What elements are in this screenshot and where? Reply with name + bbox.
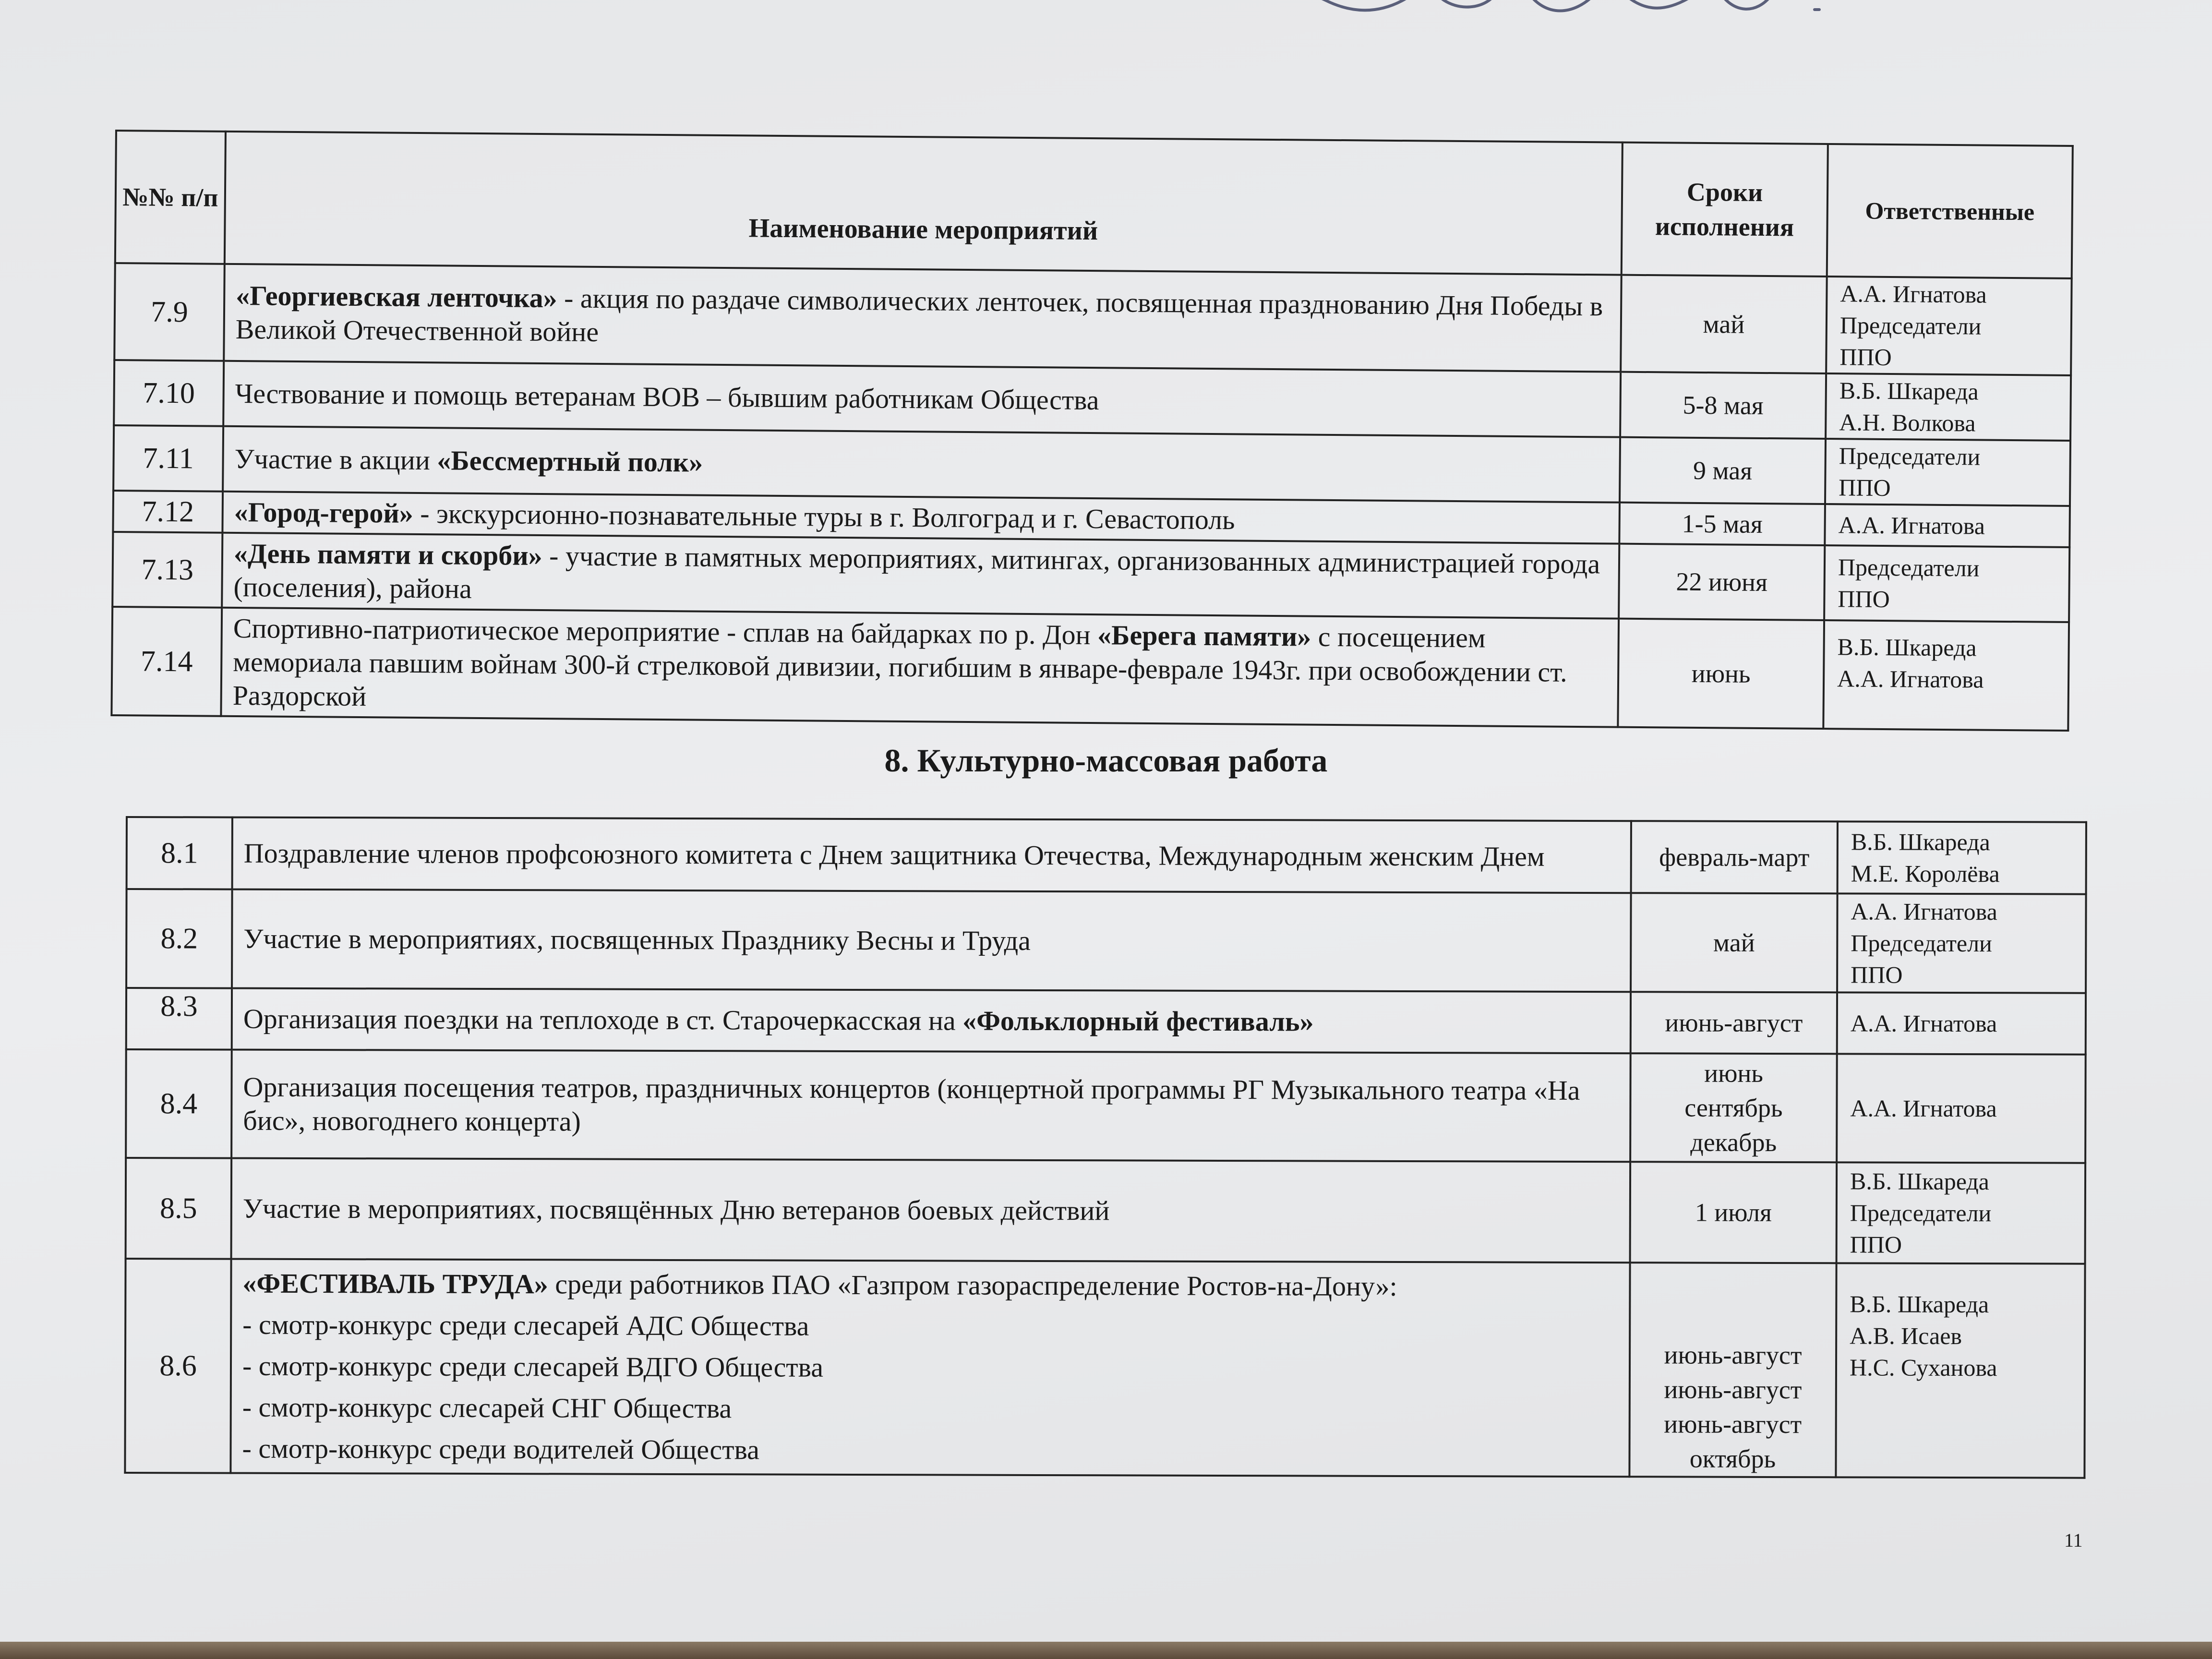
table-row <box>127 817 2086 894</box>
list-item: - смотр-конкурс среди слесарей АДС Общества <box>242 1309 809 1342</box>
resp-line: Председатели <box>1850 1199 1992 1227</box>
row-resp <box>1826 276 2072 375</box>
table-row <box>126 988 2086 1055</box>
table-row <box>126 1049 2086 1163</box>
row-term <box>1631 893 1838 992</box>
row-num: 8.1 <box>127 817 232 890</box>
term-line: июнь-август <box>1665 1008 1803 1038</box>
table-header-row <box>115 131 2073 278</box>
resp-line: ППО <box>1851 961 1903 988</box>
table-row <box>114 263 2071 375</box>
row-resp <box>1837 893 2086 993</box>
resp-line: А.В. Исаев <box>1850 1322 1962 1350</box>
row-resp <box>1824 545 2069 622</box>
row-resp <box>1826 373 2071 441</box>
term-line: февраль-март <box>1659 842 1810 872</box>
row-term: май <box>1621 275 1827 373</box>
list-item: - смотр-конкурс среди водителей Общества <box>242 1432 760 1466</box>
row-num: 8.5 <box>126 1158 232 1259</box>
header-name: Наименование мероприятий <box>225 132 1623 275</box>
section-title: 8. Культурно-массовая работа <box>884 742 1328 779</box>
row-term <box>1630 1053 1837 1162</box>
resp-line: В.Б. Шкареда <box>1851 828 1990 856</box>
row-name <box>223 426 1620 503</box>
resp-line: А.А. Игнатова <box>1850 1094 1997 1122</box>
row-name <box>221 608 1619 727</box>
resp-line: А.Н. Волкова <box>1839 409 1976 437</box>
row-term <box>1631 821 1838 893</box>
resp-line: ППО <box>1839 474 1891 502</box>
row-resp <box>1823 620 2069 731</box>
resp-line: А.А. Игнатова <box>1850 1010 1997 1037</box>
row-num: 7.9 <box>114 263 225 361</box>
row-name <box>232 988 1631 1054</box>
row-term <box>1630 1162 1837 1263</box>
resp-line: Председатели <box>1838 553 1980 582</box>
desk-edge <box>0 1642 2212 1659</box>
list-item: - смотр-конкурс слесарей СНГ Общества <box>242 1391 732 1424</box>
table-row <box>126 889 2086 993</box>
row-term: 22 июня <box>1619 544 1825 620</box>
term-line: июнь-август <box>1664 1409 1802 1439</box>
row-resp <box>1837 1162 2086 1263</box>
row-name-bold: «Фольклорный фестиваль» <box>962 1005 1314 1037</box>
row-resp <box>1838 821 2086 894</box>
row-num: 7.12 <box>113 491 223 533</box>
row-resp <box>1836 1263 2085 1478</box>
row-num: 8.3 <box>126 988 232 1050</box>
resp-line: А.А. Игнатова <box>1840 280 1987 308</box>
row-name-text: - акция по раздаче символических ленточек, посвященная празднованию Дня Победы в Великой Отечественной войне <box>235 282 1603 348</box>
section-7-table <box>110 130 2073 732</box>
row-name: Участие в мероприятиях, посвящённых Дню ветеранов боевых действий <box>231 1158 1631 1263</box>
section-8-table <box>124 816 2087 1479</box>
row-name-bold: «Город-герой» <box>234 496 414 529</box>
row-name-bold: «ФЕСТИВАЛЬ ТРУДА» <box>242 1267 548 1300</box>
row-name-text: среди работников ПАО «Газпром газораспределение Ростов-на-Дону»: <box>548 1268 1397 1302</box>
row-name-text: Участие в акции <box>234 443 437 476</box>
table-row <box>125 1259 2085 1478</box>
row-name <box>230 1259 1630 1477</box>
resp-line: Председатели <box>1851 929 1992 957</box>
table-8 <box>124 816 2087 1479</box>
table-7 <box>110 130 2073 732</box>
list-item: - смотр-конкурс среди слесарей ВДГО Общества <box>242 1350 824 1383</box>
term-line: июнь-август <box>1664 1340 1802 1370</box>
row-term: 9 мая <box>1620 437 1826 504</box>
row-name-bold: «День памяти и скорби» <box>233 537 542 572</box>
term-line: июнь-август <box>1664 1375 1802 1405</box>
resp-line: А.А. Игнатова <box>1837 665 1984 693</box>
row-name-text: - экскурсионно-познавательные туры в г. Волгоград и г. Севастополь <box>413 497 1235 536</box>
table-row <box>112 532 2069 622</box>
term-line: май <box>1713 928 1755 957</box>
table-row <box>126 1158 2086 1264</box>
resp-line: Председатели <box>1839 442 1981 470</box>
resp-line: ППО <box>1838 585 1890 613</box>
resp-line: В.Б. Шкареда <box>1850 1290 1989 1318</box>
row-name-bold: «Берега памяти» <box>1097 619 1311 652</box>
row-num: 8.4 <box>126 1049 232 1158</box>
resp-line: Председатели <box>1839 312 1982 340</box>
row-name: Чествование и помощь ветеранам ВОВ – бывшим работникам Общества <box>223 361 1621 437</box>
row-name <box>222 533 1619 619</box>
header-term: Сроки исполнения <box>1622 143 1828 276</box>
row-name-text: Организация поездки на теплоходе в ст. Старочеркасская на <box>243 1003 963 1036</box>
row-resp <box>1837 992 2086 1054</box>
row-resp <box>1825 504 2070 547</box>
resp-line: ППО <box>1850 1231 1902 1258</box>
resp-line: А.А. Игнатова <box>1838 511 1985 540</box>
row-num: 8.6 <box>125 1259 231 1473</box>
resp-line: М.Е. Королёва <box>1851 860 2000 888</box>
row-term <box>1631 992 1837 1054</box>
row-name-text: с посещением мемориала павшим войнам 300-й стрелковой дивизии, погибшим в январе-феврале 1943г. при освобождении ст. Раздорской <box>232 621 1567 712</box>
term-line: октябрь <box>1689 1444 1776 1474</box>
term-line: 1 июля <box>1695 1198 1772 1227</box>
resp-line: В.Б. Шкареда <box>1837 633 1977 661</box>
row-name-text: Спортивно-патриотическое мероприятие - сплав на байдарках по р. Дон <box>233 612 1098 651</box>
term-line: декабрь <box>1690 1128 1777 1157</box>
row-term <box>1629 1262 1836 1477</box>
row-num: 8.2 <box>126 889 232 988</box>
resp-line: Н.С. Суханова <box>1849 1354 1997 1382</box>
row-num: 7.13 <box>112 532 222 608</box>
row-name <box>224 264 1621 372</box>
row-num: 7.10 <box>114 360 224 426</box>
row-term: 5-8 мая <box>1620 372 1826 439</box>
header-resp: Ответственные <box>1827 144 2073 278</box>
row-name: Поздравление членов профсоюзного комитета с Днем защитника Отечества, Международным женским Днем <box>232 817 1631 893</box>
row-name-intro <box>242 1263 1618 1308</box>
row-term: 1-5 мая <box>1619 503 1825 545</box>
row-num: 7.14 <box>111 607 222 716</box>
resp-line: А.А. Игнатова <box>1851 898 1997 926</box>
resp-line: В.Б. Шкареда <box>1839 377 1979 405</box>
term-line: июнь <box>1704 1058 1764 1088</box>
row-name: Участие в мероприятиях, посвященных Празднику Весны и Труда <box>232 890 1631 992</box>
row-name: Организация посещения театров, праздничных концертов (концертной программы РГ Музыкального театра «На бис», новогоднего концерта) <box>231 1050 1631 1162</box>
row-name-text: - участие в памятных мероприятиях, митингах, организованных администрацией города (поселения), района <box>233 540 1600 604</box>
row-name-bold: «Бессмертный полк» <box>437 445 703 478</box>
resp-line: ППО <box>1839 343 1892 371</box>
handwritten-scribble <box>1229 0 1853 34</box>
term-line: сентябрь <box>1684 1093 1783 1123</box>
row-num: 7.11 <box>113 425 223 492</box>
table-row <box>111 607 2069 731</box>
header-num: №№ п/п <box>115 131 226 264</box>
resp-line: В.Б. Шкареда <box>1850 1167 1989 1195</box>
row-resp <box>1825 439 2070 506</box>
page-number: 11 <box>2064 1529 2083 1551</box>
row-term: июнь <box>1618 619 1824 729</box>
row-name-bold: «Георгиевская ленточка» <box>236 279 557 314</box>
row-resp <box>1837 1054 2086 1163</box>
